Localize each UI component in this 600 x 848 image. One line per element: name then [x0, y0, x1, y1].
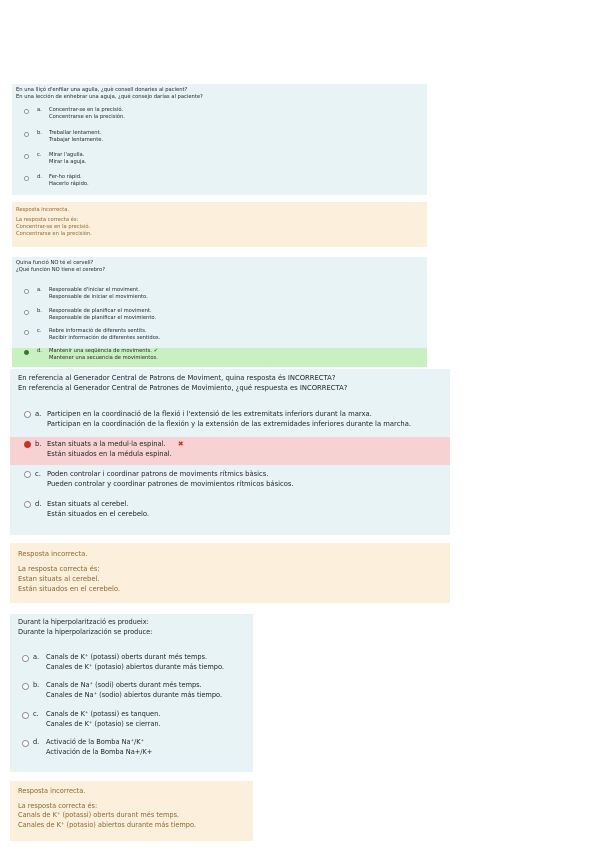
option-text-es: Están situados en el cerebelo. — [47, 510, 150, 518]
question-1-option-a[interactable] — [12, 107, 427, 125]
radio-button[interactable] — [24, 176, 29, 181]
check-icon: ✔ — [153, 348, 158, 354]
feedback-label: La resposta correcta és: — [18, 565, 100, 573]
option-text-ca: Poden controlar i coordinar patrons de moviments rítmics bàsics. — [47, 470, 269, 478]
option-text-ca: Fer-ho ràpid. — [49, 174, 82, 180]
feedback-answer-ca: Canals de K⁺ (potassi) oberts durant més temps. — [18, 811, 180, 819]
option-text-ca: Treballar lentament. — [49, 130, 102, 136]
feedback-status: Resposta incorrecta. — [18, 787, 86, 795]
option-letter: a. — [35, 410, 42, 418]
question-1-text-es: En una lección de enhebrar una aguja, ¿qué consejo darías al paciente? — [16, 94, 203, 100]
option-letter: c. — [37, 328, 42, 334]
question-3-option-c[interactable] — [10, 469, 450, 493]
radio-button[interactable] — [24, 109, 29, 114]
question-2-option-d[interactable] — [12, 348, 427, 367]
option-text-ca: Canals de Na⁺ (sodi) oberts durant més temps. — [46, 681, 202, 689]
option-letter: b. — [35, 440, 42, 448]
radio-button[interactable] — [22, 740, 29, 747]
radio-button[interactable] — [22, 712, 29, 719]
option-text-ca: Participen en la coordinació de la flexió i l'extensió de les extremitats inferiors durant la marxa. — [47, 410, 372, 418]
question-3 — [10, 369, 450, 535]
question-3-option-d[interactable] — [10, 499, 450, 523]
option-text-ca: Canals de K⁺ (potassi) oberts durant més temps. — [46, 653, 208, 661]
feedback-status: Resposta incorrecta. — [16, 207, 70, 213]
question-4-option-b[interactable] — [10, 681, 253, 703]
question-4-text-ca: Durant la hiperpolarització es produeix: — [18, 618, 149, 626]
option-letter: c. — [33, 710, 39, 718]
option-text-es: Mantener una secuencia de movimientos. — [49, 355, 158, 361]
option-text-es: Responsable de iniciar el movimiento. — [49, 294, 148, 300]
question-2-option-b[interactable] — [12, 308, 427, 326]
option-text-ca: Concentrar-se en la precisió. — [49, 107, 124, 113]
question-4-option-d[interactable] — [10, 738, 253, 760]
radio-button[interactable] — [24, 411, 31, 418]
option-letter: b. — [37, 130, 42, 136]
radio-button[interactable] — [24, 154, 29, 159]
option-text-es: Pueden controlar y coordinar patrones de movimientos rítmicos básicos. — [47, 480, 294, 488]
option-text-es: Están situados en la médula espinal. — [47, 450, 172, 458]
question-1-text — [16, 87, 203, 101]
option-letter: d. — [37, 174, 42, 180]
question-2-option-c[interactable] — [12, 328, 427, 346]
close-icon: ✖ — [177, 440, 184, 448]
question-4-text — [18, 618, 152, 637]
radio-button[interactable] — [24, 330, 29, 335]
option-text-es: Activación de la Bomba Na+/K+ — [46, 747, 153, 756]
option-text-es: Canales de Na⁺ (sodio) abiertos durante más tiempo. — [46, 690, 223, 699]
option-text-ca: Mirar l'agulla. — [49, 152, 85, 158]
radio-button[interactable] — [22, 655, 29, 662]
radio-button[interactable] — [24, 289, 29, 294]
option-letter: c. — [35, 470, 41, 478]
option-text-ca: Responsable de planificar el moviment. — [49, 308, 152, 314]
option-text-es: Recibir información de diferentes sentidos. — [49, 335, 161, 341]
option-text-ca: Responsable d'iniciar el moviment. — [49, 287, 140, 293]
question-1-option-c[interactable] — [12, 152, 427, 170]
radio-button[interactable] — [24, 310, 29, 315]
feedback-label: La resposta correcta és: — [16, 217, 79, 223]
option-text-ca: Mantenir una seqüència de moviments. ✔ — [49, 348, 158, 354]
radio-button[interactable] — [24, 350, 29, 355]
question-4-option-a[interactable] — [10, 653, 253, 675]
option-text-es: Participan en la coordinación de la flexión y la extensión de las extremidades inferiores durante la marcha. — [47, 420, 412, 428]
radio-button[interactable] — [24, 471, 31, 478]
question-3-text-es: En referencia al Generador Central de Patrones de Movimiento, ¿qué respuesta es INCORRECTA? — [18, 384, 348, 392]
question-4-text-es: Durante la hiperpolarización se produce: — [18, 627, 153, 636]
option-text-es: Canales de K⁺ (potasio) se cierran. — [46, 719, 161, 728]
feedback-answer-es: Están situados en el cerebelo. — [18, 585, 121, 593]
option-text-es: Canales de K⁺ (potasio) abiertos durante más tiempo. — [46, 662, 225, 671]
option-letter: a. — [37, 107, 42, 113]
radio-button[interactable] — [24, 501, 31, 508]
question-2-option-a[interactable] — [12, 287, 427, 305]
feedback-answer-ca: Estan situats al cerebel. — [18, 575, 100, 583]
option-text-es: Trabajar lentamente. — [49, 137, 104, 143]
feedback-status: Resposta incorrecta. — [18, 550, 88, 558]
option-letter: a. — [37, 287, 42, 293]
question-3-text — [18, 373, 347, 393]
question-2-text — [16, 260, 105, 274]
question-4 — [10, 614, 253, 772]
option-letter: b. — [33, 681, 40, 689]
radio-button[interactable] — [24, 441, 31, 448]
question-2-text-ca: Quina funció NO té el cervell? — [16, 260, 94, 266]
question-1-option-b[interactable] — [12, 130, 427, 148]
option-letter: b. — [37, 308, 42, 314]
feedback-4 — [10, 781, 253, 841]
option-text-ca: Estan situats a la medul·la espinal. ✖ — [47, 440, 184, 448]
question-3-option-b[interactable] — [10, 437, 450, 465]
option-letter: a. — [33, 653, 40, 661]
option-text-es: Mirar la aguja. — [49, 159, 87, 165]
radio-button[interactable] — [22, 683, 29, 690]
option-text-es: Responsable de planificar el movimiento. — [49, 315, 157, 321]
question-1-option-d[interactable] — [12, 174, 427, 192]
option-letter: d. — [35, 500, 42, 508]
option-text-es: Hacerlo rápido. — [49, 181, 89, 187]
question-4-option-c[interactable] — [10, 710, 253, 732]
option-text-es: Concentrarse en la precisión. — [49, 114, 125, 120]
question-3-text-ca: En referencia al Generador Central de Patrons de Moviment, quina resposta és INCORRECTA? — [18, 374, 336, 382]
radio-button[interactable] — [24, 132, 29, 137]
question-3-option-a[interactable] — [10, 409, 450, 433]
feedback-answer-ca: Concentrar-se en la precisió. — [16, 224, 91, 230]
feedback-1 — [12, 202, 427, 247]
question-1-text-ca: En una lliçó d'enfilar una agulla, ¿què consell donaries al pacient? — [16, 87, 188, 93]
question-1 — [12, 84, 427, 195]
option-text-ca: Activació de la Bomba Na⁺/K⁺ — [46, 738, 145, 746]
question-2 — [12, 257, 427, 367]
option-letter: d. — [37, 348, 42, 354]
option-letter: d. — [33, 738, 40, 746]
feedback-answer-es: Canales de K⁺ (potasio) abiertos durante más tiempo. — [18, 820, 197, 829]
option-letter: c. — [37, 152, 42, 158]
option-text-ca: Canals de K⁺ (potassi) es tanquen. — [46, 710, 161, 718]
question-2-text-es: ¿Qué función NO tiene el cerebro? — [16, 267, 105, 273]
option-text-ca: Estan situats al cerebel. — [47, 500, 129, 508]
option-text-ca: Rebre informació de diferents sentits. — [49, 328, 147, 334]
feedback-label: La resposta correcta és: — [18, 801, 98, 810]
feedback-3 — [10, 543, 450, 603]
feedback-answer-es: Concentrarse en la precisión. — [16, 231, 92, 237]
